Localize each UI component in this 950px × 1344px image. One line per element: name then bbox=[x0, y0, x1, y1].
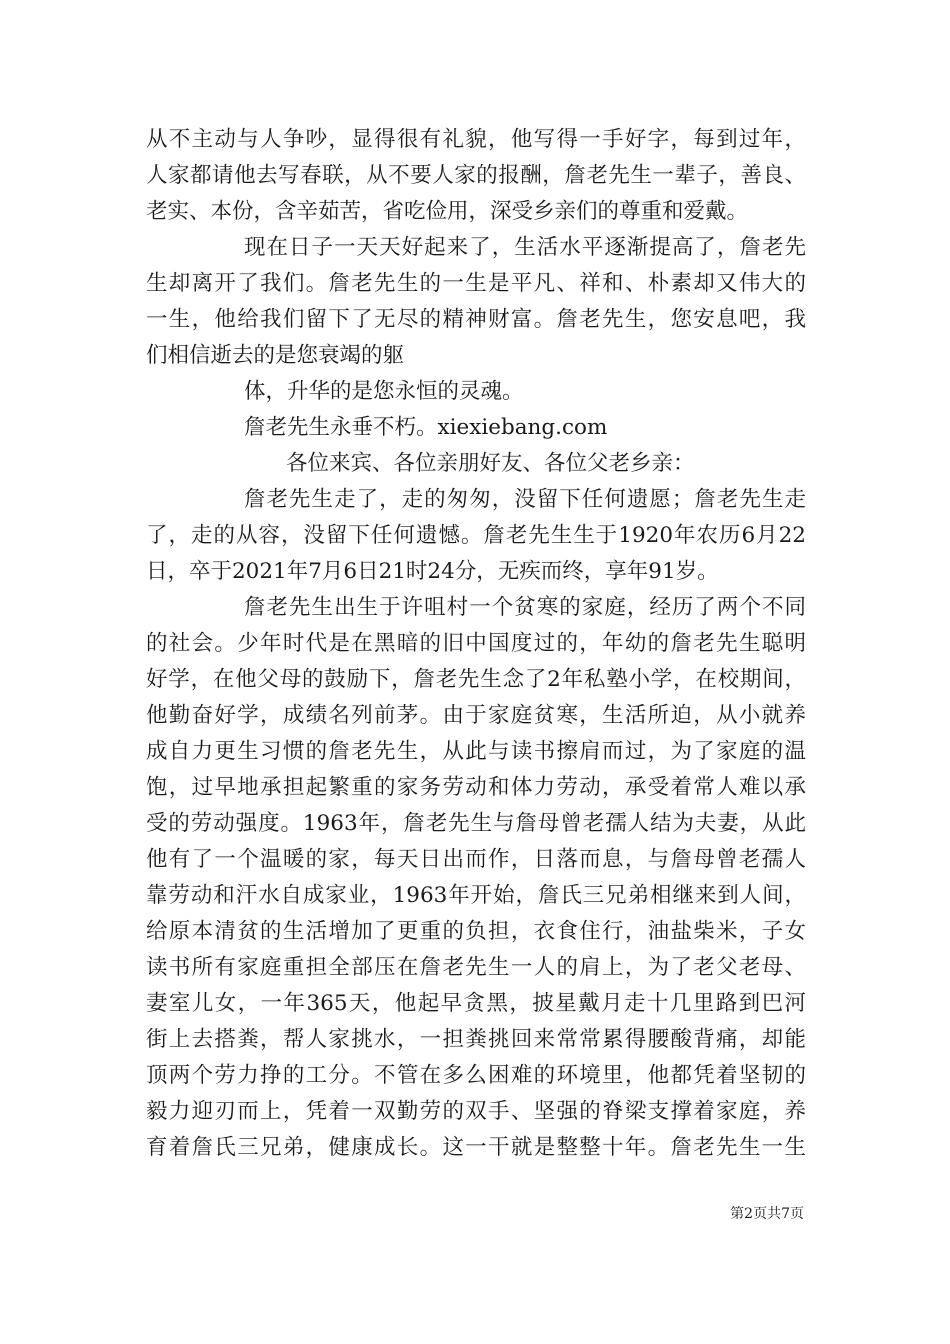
text-line: 顶两个劳力挣的工分。不管在多么困难的环境里，他都凭着坚韧的 bbox=[146, 1063, 806, 1088]
text-line: 他有了一个温暖的家，每天日出而作，日落而息，与詹母曾老孺人 bbox=[146, 847, 806, 872]
text-line: 好学，在他父母的鼓励下，詹老先生念了2年私塾小学，在校期间， bbox=[146, 667, 806, 692]
text-line: 育着詹氏三兄弟，健康成长。这一干就是整整十年。詹老先生一生 bbox=[146, 1135, 806, 1160]
text-line: 给原本清贫的生活增加了更重的负担，衣食住行，油盐柴米，子女 bbox=[146, 919, 806, 944]
text-line: 一生，他给我们留下了无尽的精神财富。詹老先生，您安息吧，我 bbox=[146, 307, 806, 332]
text-line: 读书所有家庭重担全部压在詹老先生一人的肩上，为了老父老母、 bbox=[146, 955, 806, 980]
text-line: 日，卒于2021年7月6日21时24分，无疾而终，享年91岁。 bbox=[146, 559, 719, 584]
text-line: 他勤奋好学，成绩名列前茅。由于家庭贫寒，生活所迫，从小就养 bbox=[146, 703, 806, 728]
text-line: 街上去搭粪，帮人家挑水，一担粪挑回来常常累得腰酸背痛，却能 bbox=[146, 1027, 806, 1052]
text-line: 各位来宾、各位亲朋好友、各位父老乡亲： bbox=[286, 451, 695, 476]
text-line: 的社会。少年时代是在黑暗的旧中国度过的，年幼的詹老先生聪明 bbox=[146, 631, 806, 656]
text-line: 饱，过早地承担起繁重的家务劳动和体力劳动，承受着常人难以承 bbox=[146, 775, 806, 800]
page-number-footer: 第2页共7页 bbox=[730, 1206, 804, 1222]
text-line: 受的劳动强度。1963年，詹老先生与詹母曾老孺人结为夫妻，从此 bbox=[146, 811, 806, 836]
text-line: 现在日子一天天好起来了，生活水平逐渐提高了，詹老先 bbox=[244, 235, 806, 260]
text-line: 詹老先生走了，走的匆匆，没留下任何遗愿；詹老先生走 bbox=[244, 487, 806, 512]
text-line: 毅力迎刃而上，凭着一双勤劳的双手、坚强的脊梁支撑着家庭，养 bbox=[146, 1099, 806, 1124]
text-line: 生却离开了我们。詹老先生的一生是平凡、祥和、朴素却又伟大的 bbox=[146, 271, 806, 296]
text-line: 老实、本份，含辛茹苦，省吃俭用，深受乡亲们的尊重和爱戴。 bbox=[146, 199, 749, 224]
text-line: 靠劳动和汗水自成家业，1963年开始，詹氏三兄弟相继来到人间， bbox=[146, 883, 806, 908]
text-line: 成自力更生习惯的詹老先生，从此与读书擦肩而过，为了家庭的温 bbox=[146, 739, 806, 764]
text-line: 詹老先生出生于许咀村一个贫寒的家庭，经历了两个不同 bbox=[244, 595, 806, 620]
text-line: 詹老先生永垂不朽。xiexiebang.com bbox=[244, 415, 608, 440]
text-line: 们相信逝去的是您衰竭的躯 bbox=[146, 343, 405, 368]
text-line: 了，走的从容，没留下任何遗憾。詹老先生生于1920年农历6月22 bbox=[146, 523, 806, 548]
text-line: 妻室儿女，一年365天，他起早贪黑，披星戴月走十几里路到巴河 bbox=[146, 991, 806, 1016]
text-line: 从不主动与人争吵，显得很有礼貌，他写得一手好字，每到过年， bbox=[146, 127, 806, 152]
document-body bbox=[146, 122, 806, 1166]
text-line: 体，升华的是您永恒的灵魂。 bbox=[244, 379, 524, 404]
text-line: 人家都请他去写春联，从不要人家的报酬，詹老先生一辈子，善良、 bbox=[146, 163, 806, 188]
